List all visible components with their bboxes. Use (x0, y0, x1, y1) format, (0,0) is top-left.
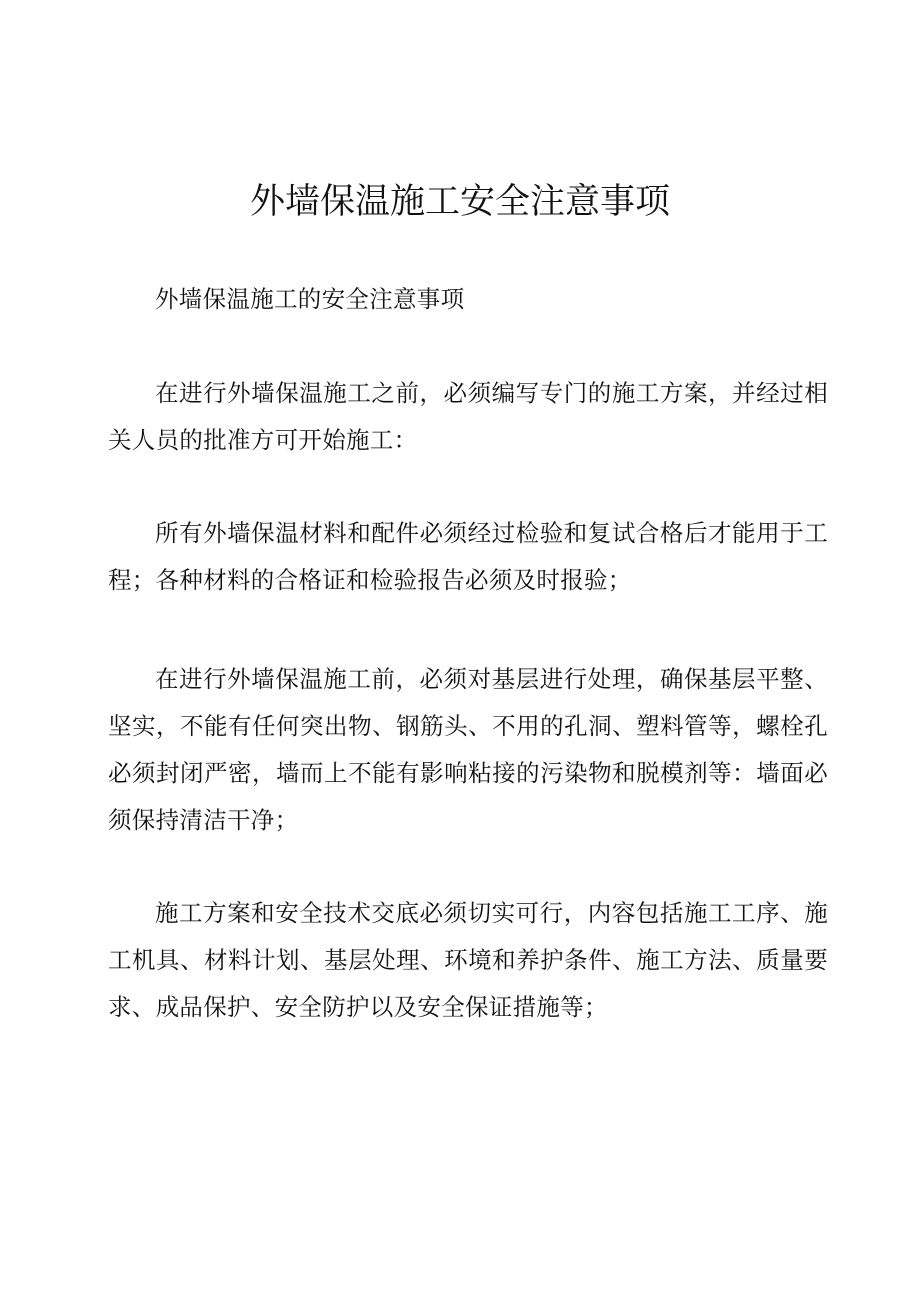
paragraph-subtitle: 外墙保温施工的安全注意事项 (155, 285, 465, 313)
document-title: 外墙保温施工安全注意事项 (249, 182, 670, 222)
paragraph-construction-plan: 在进行外墙保温施工之前，必须编写专门的施工方案，并经过相关人员的批准方可开始施工： (108, 379, 828, 454)
paragraph-base-treatment: 在进行外墙保温施工前，必须对基层进行处理，确保基层平整、坚实，不能有任何突出物、钢筋头、不用的孔洞、塑料管等，螺栓孔必须封闭严密，墙而上不能有影响粘接的污染物和脱模剂等：墙面必须保持清洁干净； (108, 665, 828, 834)
paragraph-technical-briefing: 施工方案和安全技术交底必须切实可行，内容包括施工工序、施工机具、材料计划、基层处理、环境和养护条件、施工方法、质量要求、成品保护、安全防护以及安全保证措施等； (108, 899, 828, 1021)
paragraph-material-inspection: 所有外墙保温材料和配件必须经过检验和复试合格后才能用于工程；各种材料的合格证和检验报告必须及时报验； (108, 519, 828, 594)
